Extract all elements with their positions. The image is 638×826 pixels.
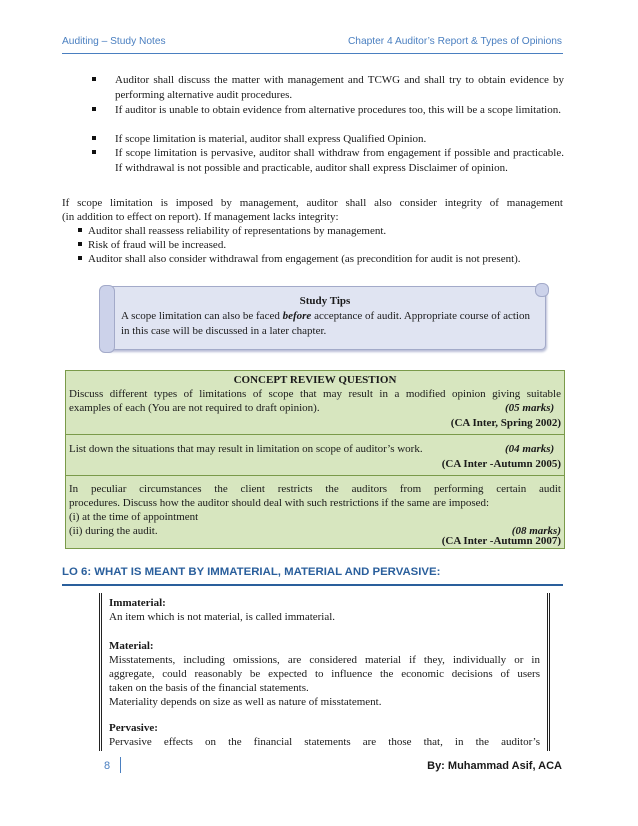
bullet-icon — [78, 228, 82, 232]
question-marks: (04 marks) — [505, 443, 555, 455]
definition-text: An item which is not material, is called immaterial. — [109, 611, 336, 623]
question-source: (CA Inter -Autumn 2005) — [441, 458, 561, 470]
definition-text: taken on the basis of the financial statements. — [109, 682, 309, 694]
definition-text: Misstatements, including omissions, are considered material if they, individually or in — [109, 654, 540, 666]
question-source: (CA Inter -Autumn 2007) — [441, 535, 561, 547]
list-item — [92, 146, 564, 175]
definition-text: Pervasive effects on the financial statements are those that, in the auditor’s — [109, 736, 540, 748]
list-item-text: Risk of fraud will be increased. — [88, 239, 227, 251]
bullet-icon — [92, 150, 96, 154]
question-marks: (05 marks) — [505, 402, 555, 414]
footer-divider — [120, 757, 121, 773]
study-tips-text: A scope limitation can also be faced before acceptance of audit. Appropriate course of action in this case will be discussed in a later chapter. — [121, 310, 530, 337]
definition-title: Material: — [109, 640, 154, 652]
study-tips-title: Study Tips — [299, 295, 351, 307]
header-left: Auditing – Study Notes — [62, 36, 166, 47]
question-text: procedures. Discuss how the auditor should deal with such restrictions if the same are imposed: — [69, 497, 490, 509]
definition-text: aggregate, could reasonably be expected to influence the economic decisions of users — [109, 668, 540, 680]
bullet-icon — [78, 256, 82, 260]
list-item — [78, 238, 564, 253]
study-tips-box — [104, 286, 546, 350]
list-item-text: If auditor is unable to obtain evidence from alternative procedures too, this will be a scope limitation. — [115, 104, 561, 116]
page-number: 8 — [104, 760, 111, 772]
list-item — [78, 224, 564, 239]
question-text: Discuss different types of limitations of scope that may result in a modified opinion giving suitable — [69, 388, 561, 400]
bullet-icon — [92, 136, 96, 140]
divider — [66, 475, 564, 476]
bullet-icon — [92, 107, 96, 111]
bullet-icon — [92, 77, 96, 81]
definition-text: Materiality depends on size as well as nature of misstatement. — [109, 696, 382, 708]
list-item — [92, 73, 564, 102]
list-item-text: Auditor shall reassess reliability of representations by management. — [88, 225, 387, 237]
list-item-text: If scope limitation is pervasive, auditor shall withdraw from engagement if possible and practicable. If withdrawal is not possible and practicable, auditor shall express Disclaimer of opinion. — [115, 147, 564, 174]
bullet-icon — [78, 242, 82, 246]
concept-review-box — [65, 370, 565, 549]
list-item-text: If scope limitation is material, auditor shall express Qualified Opinion. — [115, 133, 427, 145]
paragraph-line: If scope limitation is imposed by management, auditor shall also consider integrity of management — [62, 197, 563, 209]
list-item-text: Auditor shall also consider withdrawal from engagement (as precondition for audit is not present). — [88, 253, 521, 265]
question-text: List down the situations that may result in limitation on scope of auditor’s work. (04 marks) — [69, 443, 555, 455]
definitions-box — [99, 593, 550, 751]
list-item — [92, 103, 564, 118]
definition-title: Immaterial: — [109, 597, 166, 609]
question-text: (ii) during the audit. (08 marks) — [69, 525, 561, 537]
footer-author: By: Muhammad Asif, ACA — [427, 760, 562, 772]
list-item-text: Auditor shall discuss the matter with management and TCWG and shall try to obtain evidence by performing alternative audit procedures. — [115, 74, 564, 101]
question-text: In peculiar circumstances the client restricts the auditors from performing certain audit — [69, 483, 561, 495]
list-item — [78, 252, 564, 267]
heading-rule — [62, 584, 563, 586]
question-source: (CA Inter, Spring 2002) — [450, 417, 561, 429]
list-item — [92, 132, 564, 147]
paragraph-line: (in addition to effect on report). If management lacks integrity: — [62, 211, 339, 223]
question-marks: (08 marks) — [511, 525, 561, 537]
header-rule — [62, 53, 563, 54]
question-text: examples of each (You are not required to draft opinion). (05 marks) — [69, 402, 555, 414]
question-text: (i) at the time of appointment — [69, 511, 199, 523]
header-right: Chapter 4 Auditor’s Report & Types of Opinions — [347, 36, 562, 47]
divider — [66, 434, 564, 435]
definition-title: Pervasive: — [109, 722, 158, 734]
section-heading: LO 6: WHAT IS MEANT BY IMMATERIAL, MATERIAL AND PERVASIVE: — [62, 566, 441, 578]
crq-title: CONCEPT REVIEW QUESTION — [233, 374, 397, 386]
